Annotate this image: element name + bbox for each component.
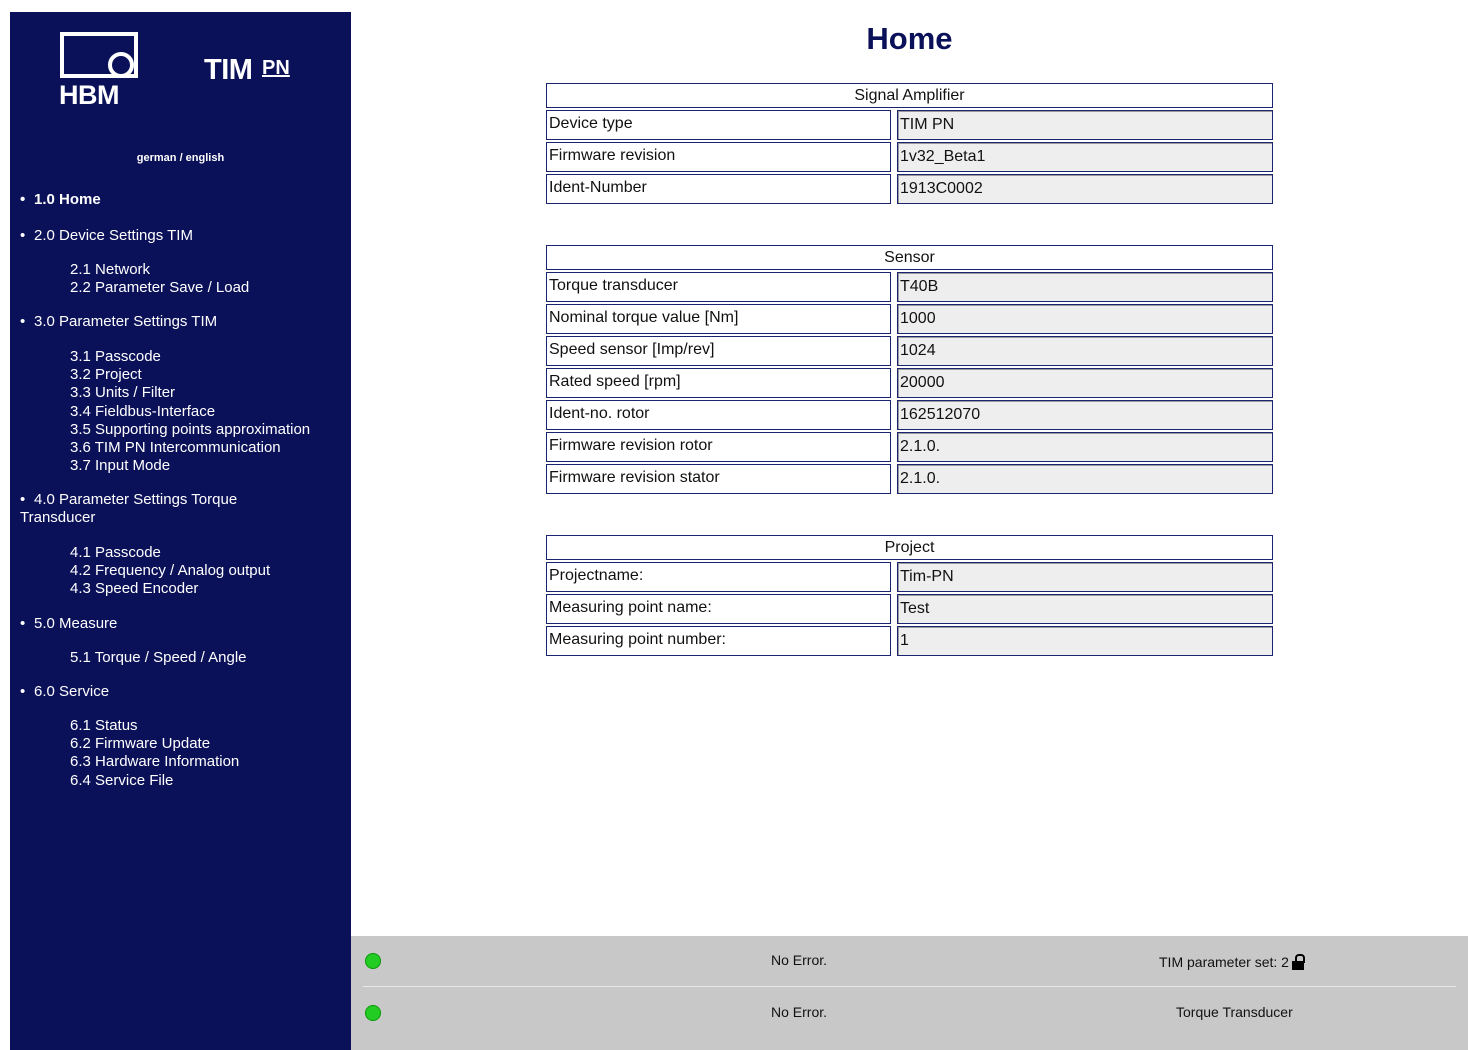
row-label: Firmware revision stator: [546, 464, 891, 494]
row-value: 1: [897, 626, 1273, 656]
nav-home[interactable]: • 1.0 Home: [20, 191, 101, 208]
nav-torque-settings-list: [70, 544, 270, 599]
page-title: Home: [866, 21, 953, 56]
logo-text: HBM: [59, 80, 119, 110]
row-label: Measuring point name:: [546, 594, 891, 624]
row-label: Device type: [546, 110, 891, 140]
sensor-table: [546, 243, 1273, 496]
torque-transducer-label: Torque Transducer: [1176, 1004, 1293, 1020]
sidebar: [10, 12, 351, 1050]
project-table: [546, 533, 1273, 658]
language-switch[interactable]: german / english: [136, 152, 225, 164]
nav-device-settings[interactable]: • 2.0 Device Settings TIM: [20, 227, 193, 244]
nav-parameter-settings-torque-label2[interactable]: Transducer: [20, 509, 96, 526]
row-label: Ident-Number: [546, 174, 891, 204]
transducer-status-led-icon: [365, 1005, 381, 1021]
signal-amplifier-header: Signal Amplifier: [546, 83, 1273, 108]
nav-firmware-update[interactable]: 6.2 Firmware Update: [70, 735, 211, 753]
project-header: Project: [546, 535, 1273, 560]
nav-status[interactable]: 6.1 Status: [70, 717, 138, 734]
row-label: Nominal torque value [Nm]: [546, 304, 891, 334]
row-label: Firmware revision: [546, 142, 891, 172]
row-value: 20000: [897, 368, 1273, 398]
row-value: Test: [897, 594, 1273, 624]
table-row: [546, 626, 1273, 656]
row-value: 2.1.0.: [897, 464, 1273, 494]
row-label: Speed sensor [Imp/rev]: [546, 336, 891, 366]
nav-parameter-settings-list: [70, 348, 310, 475]
table-row: [546, 400, 1273, 430]
row-value: Tim-PN: [897, 562, 1273, 592]
nav-fieldbus-interface[interactable]: 3.4 Fieldbus-Interface: [70, 402, 216, 420]
table-row: [546, 336, 1273, 366]
tim-status-message: No Error.: [771, 952, 828, 968]
tim-parameter-set-label: TIM parameter set: 2: [1159, 954, 1289, 970]
row-value: 1000: [897, 304, 1273, 334]
table-row: [546, 174, 1273, 204]
nav-device-settings-label[interactable]: 2.0 Device Settings TIM: [34, 227, 193, 244]
nav-torque-speed-angle[interactable]: 5.1 Torque / Speed / Angle: [70, 649, 247, 666]
row-value: 2.1.0.: [897, 432, 1273, 462]
tim-status-row: [351, 946, 1468, 976]
nav-project[interactable]: 3.2 Project: [70, 366, 142, 384]
table-row: [546, 142, 1273, 172]
nav-measure-label[interactable]: 5.0 Measure: [34, 615, 118, 632]
nav-service-file[interactable]: 6.4 Service File: [70, 771, 174, 789]
row-value: 1913C0002: [897, 174, 1273, 204]
row-value: TIM PN: [897, 110, 1273, 140]
product-suffix: PN: [262, 57, 290, 79]
row-label: Ident-no. rotor: [546, 400, 891, 430]
nav-measure-list: [70, 649, 247, 667]
row-label: Measuring point number:: [546, 626, 891, 656]
nav-parameter-settings-tim-label[interactable]: 3.0 Parameter Settings TIM: [34, 313, 218, 330]
nav-hardware-information[interactable]: 6.3 Hardware Information: [70, 753, 240, 771]
nav-units-filter[interactable]: 3.3 Units / Filter: [70, 384, 176, 402]
row-label: Firmware revision rotor: [546, 432, 891, 462]
status-divider: [363, 986, 1456, 987]
nav-tim-pn-intercommunication[interactable]: 3.6 TIM PN Intercommunication: [70, 439, 281, 457]
transducer-status-row: [351, 998, 1468, 1028]
logo-circle: [108, 52, 134, 78]
status-bar: [351, 936, 1468, 1050]
product-name: TIM: [204, 54, 253, 86]
row-value: 1024: [897, 336, 1273, 366]
row-label: Rated speed [rpm]: [546, 368, 891, 398]
nav-service-label[interactable]: 6.0 Service: [34, 683, 110, 700]
row-label: Torque transducer: [546, 272, 891, 302]
nav-parameter-settings-torque-label[interactable]: 4.0 Parameter Settings Torque: [34, 491, 238, 508]
nav-speed-encoder[interactable]: 4.3 Speed Encoder: [70, 580, 199, 598]
nav-device-settings-list: [70, 261, 249, 297]
table-row: [546, 432, 1273, 462]
nav-service-list: [70, 717, 239, 790]
nav-measure[interactable]: • 5.0 Measure: [20, 615, 118, 632]
signal-amplifier-table: [546, 81, 1273, 206]
nav-passcode[interactable]: 3.1 Passcode: [70, 348, 161, 365]
table-row: [546, 464, 1273, 494]
table-row: [546, 110, 1273, 140]
table-row: [546, 272, 1273, 302]
nav-parameter-settings-torque[interactable]: • 4.0 Parameter Settings Torque Transducer: [20, 491, 238, 526]
sensor-header: Sensor: [546, 245, 1273, 270]
hbm-logo: [60, 32, 146, 112]
row-value: T40B: [897, 272, 1273, 302]
table-row: [546, 562, 1273, 592]
nav-supporting-points[interactable]: 3.5 Supporting points approximation: [70, 420, 311, 438]
nav-service[interactable]: • 6.0 Service: [20, 683, 110, 700]
row-value: 162512070: [897, 400, 1273, 430]
table-row: [546, 304, 1273, 334]
nav-home-label[interactable]: 1.0 Home: [34, 191, 101, 208]
tim-parameter-set: [1159, 954, 1305, 972]
row-label: Projectname:: [546, 562, 891, 592]
tim-status-led-icon: [365, 953, 381, 969]
table-row: [546, 594, 1273, 624]
table-row: [546, 368, 1273, 398]
nav-network[interactable]: 2.1 Network: [70, 261, 151, 278]
nav-parameter-settings-tim[interactable]: • 3.0 Parameter Settings TIM: [20, 313, 218, 330]
nav-frequency-analog[interactable]: 4.2 Frequency / Analog output: [70, 562, 271, 580]
unlock-icon[interactable]: [1291, 954, 1305, 972]
row-value: 1v32_Beta1: [897, 142, 1273, 172]
nav-parameter-save-load[interactable]: 2.2 Parameter Save / Load: [70, 279, 250, 297]
nav-input-mode[interactable]: 3.7 Input Mode: [70, 457, 171, 475]
nav-torque-passcode[interactable]: 4.1 Passcode: [70, 544, 161, 561]
transducer-status-message: No Error.: [771, 1004, 828, 1020]
